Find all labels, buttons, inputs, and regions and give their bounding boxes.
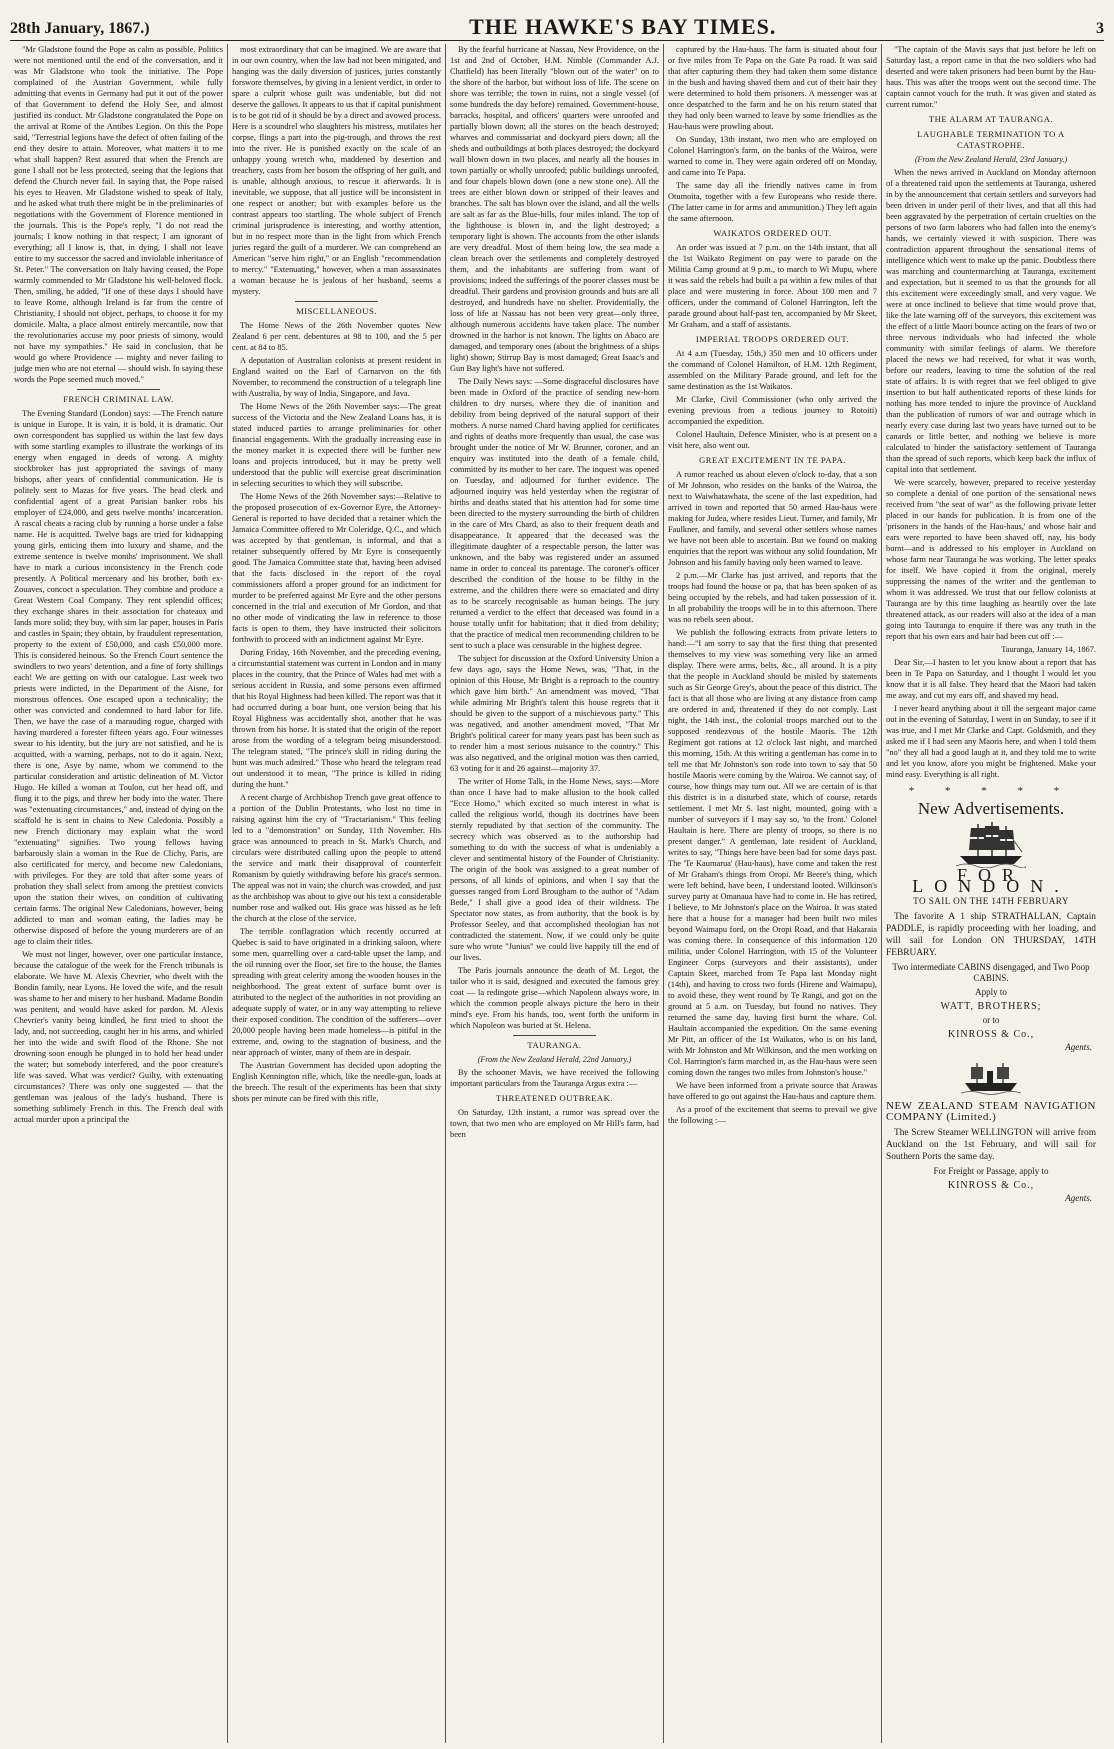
ad-or: or to [982,1015,1000,1025]
ad-firm: WATT, BROTHERS; [940,1001,1042,1012]
column-2 [228,44,446,1743]
article-paragraph: The Home News of the 26th November says:—Relative to the proposed prosecution of ex-Governor Eyre, the Attorney-General is reported to have decided that a retainer which the Jamaica Committee offered to Mr Coleridge, Q.C., and which was accepted by that gentleman, is informal, and that a retainer subsequently offered by Mr Eyre is consequently good. The Jamaica Committee state that, having been advised that the facts disclosed in the report of the royal commissioners afford a proper ground for an indictment for murder to be preferred against Mr Eyre and the other persons concerned in the trial and execution of Mr Gordon, and that no other mode of vindicating the law in reference to those facts is open to them, they have instructed their solicitors forthwith to proceed with an indictment against Mr Eyre. [232,492,441,644]
headline-alarm-at-tauranga: THE ALARM AT TAURANGA. [928,114,1054,124]
article-paragraph: The Evening Standard (London) says: —The French nature is unique in Europe. It is vain, it is bold, it is dramatic. Our own correspondent has supplied us within the last few days with some startling examples to illustrate the workings of its energy when engaged in deeds of wrong. A mighty stockbroker has just appropriated the savings of many bishops, after years of confidential communication. He is politely sent to Mazas for five years. The head clerk and confidential agent of a great Parisian banker robs his employer of £24,000, and gets twelve months' incarceration. A rascal cheats a racing club by running a horse under a false name. He is acquitted. Twelve bags are tried for kidnapping young girls, enticing them into luxury and shame, and the extreme sentence is twelve months' imprisonment. We shall have to mark a curious inconsistency in the French code presently. A Political mercenary and his brother, both ex-Zouaves, concoct a speculation. They combine and produce a Great Western Coal Company. They rent splendid offices; they exchange shares in their association for chateaux and lands more solid; they buy, with sim lar paper, houses in Paris and castles in Spain; they obtain, by fraudulent representation, property to the extent of £50,000, and cash £50,000 more. This is considered heinous. So the French Court sentence the swindlers to two years' detention, and a fine of forty shillings each! We are getting on with our catalogue. Last week two priests were indicted, in the Department of the Aisne, for monstrous offences. One escaped upon a technicality; the other was convicted and condemned to hard labor for life. Then, we have the case of a marauding rogue, charged with having murdered a forester fifteen years ago. Four witnesses swear to his identity, but the jury are not satisfied, and he is acquitted, with a warning, perhaps, not to do it again. Next, there is one, Asye by name, whom we commend to the particular consideration and artistic delineation of M. Victor Hugo. He killed a woman at Toulon, cut her head off, and flung it to the pigs, and threw her body into the water. There was "extenuating circumstances," and, instead of dying on the scaffold he is sent in chains to New Caledonia. Possibly a new French dictionary may explain what the word "extenuating" signifies. Two young fellows having barbarously slain a woman in the Rue de Clichy, Paris, are also certificated for mercy, and become new Caledonians, with privileges. For they are told that after some years of probation they shall select from among the prettiest convicts upon the station their wives, on condition of cultivating certain farms. The original New Caledonians, however, being addicted to man and woman eating, the ladies may be otherwise disposed of before the young murderers are of an age to claim their titles. [14,409,223,946]
article-paragraph: By the fearful hurricane at Nassau, New Providence, on the 1st and 2nd of October, H.M. Nimble (Commander A.J. Chatfield) has been literally "blown out of the water" on to the shore of the harbor, but without loss of life. The scene on shore was terrible; the town in ruins, not a single vessel (of some hundreds the day before) remained. Government-house, barracks, hospital, and officers' quarters were unroofed and partially blown down; all the stores on the beach destroyed; wharves and commissariat and dockyard piers down; all the sheds and outbuildings at both places destroyed; the dockyard wall blown down in two places, and nearly all the houses in town partially or wholly unroofed; public buildings unroofed, and four chapels blown down (one a new stone one). All the trees are either blown down or stripped of their leaves and branches. The salt has blown over the island, and all the wells are salt as far as the Blue-hills, four miles inland. The top of the lighthouse is blown in, and the light destroyed; a temporary light is shown. The accounts from the other islands are very dreadful. Most of them being low, the sea made a clean breach over the settlements and completely destroyed them, and the inhabitants are suffering from want of provisions; indeed the sufferings of the poorer classes must be dreadful. Their gardens and provision grounds and huts are all destroyed, and hundreds have no shelter. Providentially, the loss of life at Nassau has not been very great—only three, although numerous accidents have taken place. The number drowned in the harbor is not known. The lights on Abaco are damaged, and temporary ones (about the brightness of a ships light) shown; Stirrup Bay is most damaged; Great Isaac's and Gun Bay light's have not suffered. [450,45,659,373]
column-1 [10,44,228,1743]
headline-source: (From the New Zealand Herald, 23rd January.) [914,155,1068,164]
article-paragraph: captured by the Hau-haus. The farm is situated about four or five miles from Te Papa on the Gate Pa road. It was said that after capturing them they had taken them some distance in the bush and having shaved them and cut of their hair they were determined to hold them prisoners. A messenger was at once despatched to the farm and he on his return stated that they had only been warned to leave by some friendlies as the Hau-haus were prowling about. [668,45,877,131]
ad-apply: Apply to [975,987,1007,997]
divider [513,1035,597,1036]
article-paragraph: The Home News of the 26th November says:—The great success of the Victoria and the New Zealand Loans has, it is stated induced parties to arrange preliminaries for other financial engagements. With the gradually increasing ease in the money market it is expected there will be further new loans and projects introduced, but it may be pretty well understood that the public will exercise great discrimination in selecting securities to which they will subscribe. [232,402,441,488]
article-paragraph: most extraordinary that can be imagined. We are aware that in our own country, when the law had not been mitigated, and hanging was the daily diversion of justices, juries constantly forswore themselves, by giving in a lenient verdict, in order to spare a culprit whose guilt was undeniable, but did not deserve the gallows. It appears to us that if capital punishment is to be got rid of it should be by a direct and avowed process. Here is a scoundrel who slaughters his mistress, mutilates her corpse, flings a part into the pig-trough, and throws the rest into the river. He is punished exactly on the scale of an unhappy young wretch who, maddened by desertion and treachery, casts from her bosom the offspring of her guilt, and is unable, although anxious, to rescue it afterwards. It is inevitable, we suppose, that all justice will be inconsistent in one respect or another; but with examples before us the contrast appears too startling. The whole subject of French criminal jurisprudence is interesting, and worthy attention, but in no respect more than in the light from which French juries regard the guilt of a murderer. We can comprehend an American "serve him right," or an English "recommendation to mercy." "Extenuating," however, when a man assassinates a woman because he is jealous of her husband, seems a mystery. [232,45,441,296]
article-paragraph: The writer of Home Talk, in the Home News, says:—More than once I have had to make allusion to the book called "Ecce Homo," which excited so much interest in what is called the religious world, though its doctrines have been sternly repudiated by that section of the community. The secrecy which was observed as to the authorship had something to do with the success of what is undeniably a clever and sentimental history of the Founder of Christianity. The origin of the book was assigned to a great number of persons, of all kinds of opinions, and when I say that the guesses ranged from Lord Brougham to the author of "Adam Bede," I shall give a good idea of their wildness. The Spectator now states, as from authority, that the book is by Professor Seeley, and that accomplished theologian has not contradicted the statement. Now, if we could only be quite sure who wrote "Junius" we could live happily till the end of our lives. [450,777,659,962]
article-paragraph: A recent charge of Archbishop Trench gave great offence to a portion of the Dublin Protestants, who lost no time in raising against him the cry of "Tractarianism." This feeling led to a "demonstration" on Sunday, 11th November. His grace was announced to preach in St. Mark's Church, and circulars were distributed calling upon the people to attend the service and mark their disapproval of counterfeit Romanism by quietly withdrawing before his grace's sermon. The appeal was not in vain; the church was crowded, and just as the archbishop was about to give out his text a considerable number rose and walked out. His grace was hissed as he left the church at the close of the service. [232,793,441,923]
article-paragraph: At 4 a.m (Tuesday, 15th,) 350 men and 10 officers under the command of Colonel Hamilton, of H.M. 12th Regiment, assembled on the Military Parade ground, and left for the same destination as the 1st Waikatos. [668,349,877,391]
article-paragraph: The Paris journals announce the death of M. Legot, the tailor who it is said, designed and executed the famous grey coat — la redingote grise—which Napoleon always wore, in which the common people always picture the hero in their mind's eye. From his hands, too, went forth the uniform in which Napoleon was buried at St. Helena. [450,966,659,1030]
headline-imperial-troops: IMPERIAL TROOPS ORDERED OUT. [695,334,850,344]
article-paragraph: Dear Sir,—I hasten to let you know about a report that has been in Te Papa on Saturday, and I thought I would let you know that it is all false. They heard that the Maori had taken me away, and cut my ears off, and shaved my head. [886,658,1096,700]
ad-firm: KINROSS & Co., [947,1180,1035,1191]
ad-company-heading: NEW ZEALAND STEAM NAVIGATION COMPANY (Limited.) [886,1100,1096,1123]
article-paragraph: "The captain of the Mavis says that just before he left on Saturday last, a report came in that the two soldiers who had deserted and were taken prisoners had been burnt by the Hau-haus. This was after the troops went out the second time. The captain cannot vouch for the truth. It was given and stated as current rumor." [886,45,1096,109]
issue-date: 28th January, 1867.) [10,20,150,37]
article-paragraph: The Daily News says: —Some disgraceful disclosures have been made in Oxford of the practice of sending new-born children to dry nurses, where they die of inanition and debility from being deprived of the natural support of their mothers. A nurse named Chard having applied for certificates and rights of deaths more frequently than usual, the case was brought under the notice of Mr W. Brunner, coroner, and an enquiry was instituted into the death of a female child, committed by its mother to her care. The inquest was opened on Tuesday, and adjourned for further evidence. The adjourned inquiry was held yesterday when the registrar of births and deaths stated that his attention had for some time been directed to the mystery surrounding the birth of children in the care of Mrs Chard, as also to their frequent death and disappearance. It appeared that the deceased was the illegitimate daughter of a respectable person, the latter was unknown, and the baby was registered under an assumed name in order to conceal its parentage. The coroner's officer described the condition of the house to be filthy in the extreme, and the children there were so emaciated and dirty as to be scarcely recognisable as human beings. The jury returned a verdict to the effect that deceased was found in a house totally unfit for habitation; that it died from debility; that the practice of medical men recommending children to be sent to such a place was censurable in the highest degree. [450,377,659,650]
article-paragraph: Mr Clarke, Civil Commissioner (who only arrived the evening previous from a tedious journey to Rotoiti) accompanied the expedition. [668,395,877,426]
headline-laughable-termination: LAUGHABLE TERMINATION TO A CATASTROPHE. [917,129,1065,150]
headline-great-excitement: GREAT EXCITEMENT IN TE PAPA. [699,455,846,465]
headline-tauranga: TAURANGA. [527,1040,582,1050]
newspaper-title: THE HAWKE'S BAY TIMES. [469,14,777,39]
ad-apply: For Freight or Passage, apply to [933,1166,1049,1176]
article-paragraph: The terrible conflagration which recently occurred at Quebec is said to have originated in a drinking saloon, where some men, quarrelling over a card-table upset the lamp, and the oil running over the floor, set fire to the house, the flames spreading with great celerity among the wooden houses in the neighborhood. The great extent of surface burnt over is attributed to the neglect of the authorities in not providing an adequate supply of water, or in any way attempting to relieve their exposed condition. The condition of the sufferers—over 20,000 people having been made homeless—is pitiful in the extreme, and, owing to the stagnation of business, and the near approach of winter, many of them are in despair. [232,927,441,1057]
article-paragraph: As a proof of the excitement that seems to prevail we give the following :— [668,1105,877,1125]
article-paragraph: We publish the following extracts from private letters to hand:—"I am sorry to say that the first thing that presented themselves to my view was something very like an armed display. There were arms, belts, &c., all around. It is a pity that the people in Auckland should be misled by statements such as Sir George Grey's, about the peace of this district. The fact is that all those who are living at any distance from camp are ordered in and, threatened if they do not comply. Last night, the 14th inst., the colonial troops marched out to the supposed rendezvous of the hostile Maoris. The 12th Regiment got rations at 12 o'clock last night, and marched this morning, 15th. At this writing a gentleman has come in to tell me that Mr Johnston's son rode into town to say that 50 hostile Maoris were coming by the Wairoa. We cannot say, of course, how things may turn out. All we are certain of is that this district is in a disturbed state, which of course, retards settlement. I met Mr S. last night, mounted, going with a number of surveyors if I may say so, 'to the front.' Colonel Haultain is here. There are plenty of troops, so there is no present danger." A gentleman, late resident of Auckland, writes to say, "Things here have been bad for some days past. The 'Te Kaumarua' (Hau-haus), have come and taken the rest of Mr Graham's things from Oropi. Mr Beere's thing, which were left behind, have been, I understand looted. Wilkinson's survey party at Omanaua have had to come in. He has retired, I believe, to Mr Johnston's place on the Wairoa. It was stated here that a house for a manager had been built two miles beyond Waimapu ford, on the Oropi Road, and that Hakaraia was coming there. In consequence of this information 120 militia, under Colonel Harrington, with 15 of the Volunteer Engineer Corps (surveyors and their assistants), under Captain Skeet, marched from Te Papa last Monday night (14th), and having to cross two fords (Hirene and Waimapu), to avoid these, they went round by Te Rangi, and got on the ground at 5 a.m. on Tuesday, but found no natives. They returned the same day, having first burnt the whare. Col. Haultain accompanied the expedition. On the same evening Mr Pitt, an officer of the 1st Waikatos, who is on his land, with Mr Johnston and Mr Wilkinson, and the men working on Col. Harrington's farm marched in, as the Hau-haus were seen coming down the ranges two miles from Johnston's house." [668,628,877,1077]
article-paragraph: I never heard anything about it till the sergeant major came out in the evening of Saturday, I went in on Sunday, to see if it was true, and I met Mr Clarke and Capt. Goldsmith, and they asked me if I had seen any Maoris here, and when I told them "no" they all had a good laugh at it, and they told me to write and let you know, afore you might be frightened. Make your mind easy. Everything is all right. [886,704,1096,779]
article-paragraph: We have been informed from a private source that Arawas have offered to go out against the Hau-haus and capture them. [668,1081,877,1101]
article-paragraph: A rumor reached us about eleven o'clock to-day, that a son of Mr Johnson, who resides on the banks of the Wairoa, the next to Waiwhatawhata, the scene of the last expedition, had arrived in town and reported that 50 armed Hau-haus were making for Judea, where resides Lieut. Turner, and family, Mr Faulkner, and family, and several other settlers whose names we have not been able to ascertain. But we found on making enquiries that the report was without any solid foundation, Mr Johnson and his family having only been warned to leave. [668,470,877,567]
headline-french-criminal-law: FRENCH CRIMINAL LAW. [63,394,174,404]
column-4 [664,44,882,1743]
column-3 [446,44,664,1743]
article-paragraph: 2 p.m.—Mr Clarke has just arrived, and reports that the troops had found the house or pa, that has been spoken of as being occupied by the rebels, and had taken possession of it. In all probability the troops will be in to this afternoon. There was no rebels seen about. [668,571,877,624]
headline-source: (From the New Zealand Herald, 22nd January.) [477,1055,632,1064]
article-paragraph: A deputation of Australian colonists at present resident in England waited on the Earl of Carnarvon on the 6th November, to recommend the construction of a telegraph line with Australia, by way of India, Singapore, and Java. [232,356,441,398]
article-paragraph: "Mr Gladstone found the Pope as calm as possible. Politics were not mentioned until the end of the conversation, and it was Mr Gladstone who took the initiative. The Pope complained of the Austrian Government, while fully admitting that events in Germany had put it out of the power of that Government to defend the Holy See, and almost justified its conduct. Mr Gladstone congratulated the Pope on the arrival at Rome of the Antibes Legion. On this the Pope said, "Terrestrial legions have the defect of often failing of the end they desire to attain. Moreover, what matters it to me what shall happen? Rest assured that when the French are gone I shall not be less protected, seeing that the legions that defend the Church never fail. In saying that, the Pope raised his eyes to Heaven. Mr Gladstone wished to speak of Italy, and he asked what truth there might be in the preliminaries of negotiations with the Government of Florence mentioned in the journals. This is the Pope's reply, "I do not read the journals; I know nothing in that respect; I am ignorant of everything; all I know is, that, in dying, I shall not leave entire to my successor the sacred and inviolable inheritance of St. Peter." The conversation on Italy having ceased, the Pope warmly commended to Mr Gladstone his well-beloved flock. Then, smiling, he added, "If one of these days I should have to leave Rome, although Ireland is far from the centre of Christianity, I should not object, perhaps, to choose it for my domicile. Malta, a place almost entirely mercantile, now that the revolutionaries accuse my poor priests of simony, would not have my sympathies." He said in conclusion, that he would go where Providence — mighty and never failing to judge men who are not eternal — should wish. In saying these words the Pope seemed much moved." [14,45,223,384]
article-paragraph: We must not linger, however, over one particular instance, because the catalogue of the week for the French tribunals is elaborate. We have M. Alexis Chevrier, who dwelt with the Bondin family, near Lyons. He loved the wife, and the result was shame to her and misery to her husband. Madame Bondin was penitent, and would have asked for pardon. M. Alexis Chevrier's vanity being kindled, he first tried to shoot the lady, and, not succeeding, caught her in his arms, and whirled her into the wide and swift flood of the Rhone. She not drowning soon enough he plunged in to hold her head under the water; but somebody interfered, and the poor creature's life was saved. What was verdict? Guilty, with extenuating circumstances? There was only one suggested — that the gentleman was jealous of the lady's husband. There is something sublimely French in this. The French deal with actual murder upon a principal the [14,950,223,1124]
steamer-icon [961,1059,1021,1095]
article-paragraph: The same day all the friendly natives came in from Otumoita, together with a few Europeans who reside there. (The latter came in for arms and ammunition.) They left again the same afternoon. [668,181,877,223]
divider [77,389,161,390]
article-paragraph: During Friday, 16th November, and the preceding evening, a circumstantial statement was current in London and in many places in the country, that the Prince of Wales had met with a serious accident in Russia, and some persons even affirmed that his Royal Highness had been killed. The report was that it had occurred during a boar hunt, one version being that his Royal Highness was accidentally shot, another that he was thrown from his horse. It is stated that the origin of the report arose from the wording of a telegram being misunderstood. The telegram stated, "The prince's skill in riding during the hunt was much admired." Those who heard the telegram read out understood it to mean, "The prince is killed in riding during the hunt." [232,648,441,789]
letter-date: Tauranga, January 14, 1867. [1001,645,1096,654]
masthead [10,6,1104,41]
article-paragraph: On Saturday, 12th instant, a rumor was spread over the town, that two men who are employed on Mr Hill's farm, had been [450,1108,659,1139]
column-5 [882,44,1100,1743]
article-paragraph: By the schooner Mavis, we have received the following important particulars from the Tauranga Argus extra :— [450,1068,659,1088]
ad-body: The favorite A 1 ship STRATHALLAN, Captain PADDLE, is rapidly proceeding with her loading, and will sail for London ON THURSDAY, 14TH FEBRUARY. [886,912,1096,958]
section-stars: * * * * * [908,785,1074,797]
ad-sailing-date: TO SAIL ON THE 14TH FEBRUARY [913,896,1069,906]
article-paragraph: The Austrian Government has decided upon adopting the English Kennington rifle, which, like the needle-gun, loads at the breech. The result of the experiments has been that sixty shots per minute can be fired with this rifle, [232,1061,441,1103]
article-paragraph: The Home News of the 26th November quotes New Zealand 6 per cent. debentures at 98 to 100, and the 5 per cent. at 84 to 85. [232,321,441,352]
new-advertisements-heading: New Advertisements. [917,799,1065,818]
ad-agents: Agents. [1065,1042,1092,1052]
article-paragraph: An order was issued at 7 p.m. on the 14th instant, that all the 1st Waikato Regiment on pay were to parade on the Militia Camp ground at 9 p.m., to march to Wi Mupu, where it was said the rebels had built a pa within a few miles of that place and were mustering in force. About 100 men and 7 officers, under the command of Colonel Harrington, left the parade ground about half-past ten, accompanied by Mr Skeet, Mr Graham, and a staff of assistants. [668,243,877,329]
ad-for-london: FOR LONDON. [912,865,1070,896]
ad-agents: Agents. [1065,1193,1092,1203]
article-paragraph: On Sunday, 13th instant, two men who are employed on Colonel Harrington's farm, on the banks of the Wairoa, were warned to come in. They were again ordered off on Monday, and came into Te Papa. [668,135,877,177]
ad-body: The Screw Steamer WELLINGTON will arrive from Auckland on the 1st February, and will sail for Southern Ports the same day. [886,1128,1096,1162]
columns [10,44,1104,1743]
divider [295,301,379,302]
ad-cabins: Two intermediate CABINS disengaged, and Two Poop CABINS. [892,962,1090,983]
headline-threatened-outbreak: THREATENED OUTBREAK. [496,1093,613,1103]
headline-waikatos-ordered-out: WAIKATOS ORDERED OUT. [713,228,832,238]
ad-firm: KINROSS & Co., [947,1029,1035,1040]
page-number: 3 [1095,20,1104,37]
ship-icon [956,820,1026,868]
article-paragraph: When the news arrived in Auckland on Monday afternoon of a threatened raid upon the settlements at Tauranga, ushered in by the announcement that certain settlers and surveyors had been driven in under peril of their lives, and that all this had been aggravated by the perpetration of certain cruelties on the persons of two farm laborers who had fallen into the enemy's hands, we certainly viewed it with suspicion. There was contradiction apparent throughout the sensational items of intelligence which went to make up the panic. Doubtless there was marching and countermarching at Tauranga, excitement and expectation, but it seemed to us that the grounds for all this excitement were exceedingly small, and very vague. We were at once inclined to believe that time would prove that, like the late warning off of the surveyors, this excitement was the effect of a little Maori bounce acting on the fears of two or three nervous individuals who had infected the whole community with similar feelings of alarm. We therefore placed the news we had received, for what it was worth, before our readers, leaving to time the solution of the real state of affairs. It is with regret that we feel obliged to give insertion to but half authenticated reports of these kinds for nothing has more tended to injure the province of Auckland than the publication of rumors of war and outrage which in nearly every case during last two years have turned out to be canards or little better, and nothing we believe is more calculated to hinder the satisfactory settlement of Tauranga than the spread of such reports, which keep back the influx of capital into that settlement. [886,168,1096,474]
article-paragraph: We were scarcely, however, prepared to receive yesterday so complete a denial of one portion of the sensational news received from "the seat of war" as the following private letter placed in our hands for publication. It is from one of the 'prisoners in the hands of the Hau-haus,' and whose hair and ears were reported to have been shaved off, nay, his body burnt—and is addressed to his employer in Auckland on whose farm near Tauranga he was working. The letter speaks for itself. We have copied it from the original, merely suppressing the names of the writer and the gentleman to whom it was addressed. We trust that our fellow colonists at Tauranga are by this time laughing as heartily over the late threatened attack, as our readers will also at the idea of a man going into Tauranga to enquire if there was any truth in the report that his own ears and hair had been cut off :— [886,478,1096,641]
article-paragraph: The subject for discussion at the Oxford University Union a few days ago, says the Home News, was, "That, in the opinion of this House, Mr Bright is a reproach to the country which gave him birth." An amendment was moved, "That while admiring Mr Bright's talent this house regrets that it should be given to the support of a mischievous party." This was negatived, and another amendment moved, "That Mr Bright's political career for many years past has been such as to render him a most serious nuisance to the country." This was also negatived, and the original motion was then carried, 63 voting for it and 26 against—majority 37. [450,654,659,773]
article-paragraph: Colonel Haultain, Defence Minister, who is at present on a visit here, also went out. [668,430,877,450]
headline-miscellaneous: MISCELLANEOUS. [296,306,377,316]
